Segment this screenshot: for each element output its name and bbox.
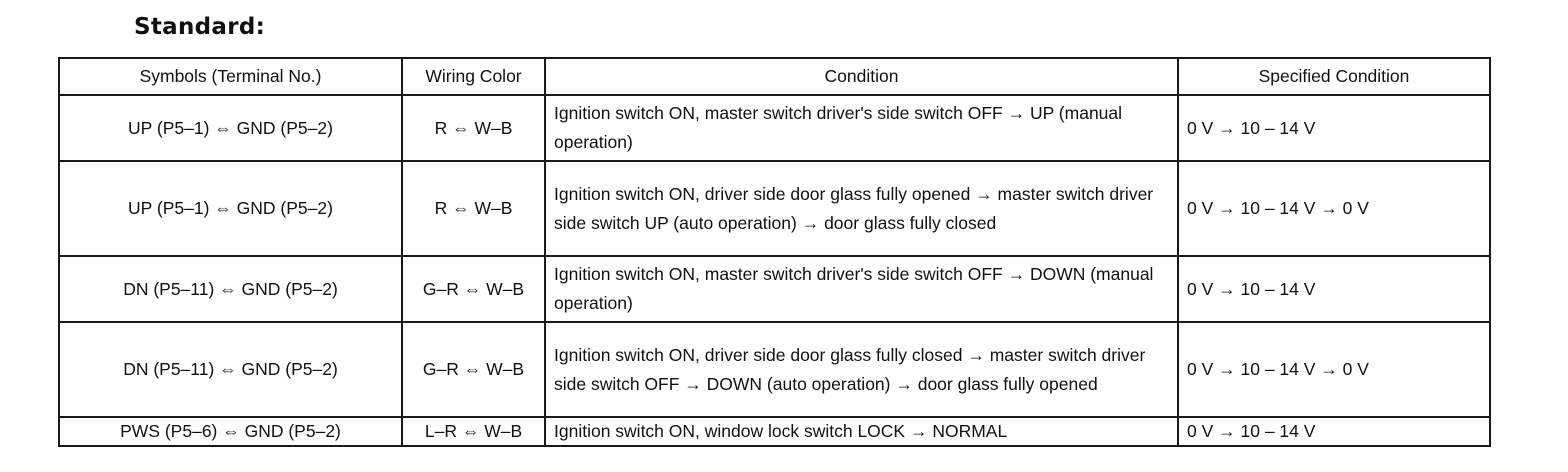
cell-symbols: UP (P5–1) ⇔ GND (P5–2) xyxy=(59,95,402,161)
cell-condition: Ignition switch ON, driver side door glass fully opened → master switch driver side switch UP (auto operation) → door glass fully closed xyxy=(545,161,1178,256)
table-header-row xyxy=(59,58,1490,95)
cell-specified-condition: 0 V → 10 – 14 V → 0 V xyxy=(1178,322,1490,417)
table-row xyxy=(59,161,1490,256)
table-row xyxy=(59,95,1490,161)
cell-wiring-color: L–R ⇔ W–B xyxy=(402,417,545,446)
cell-specified-condition: 0 V → 10 – 14 V xyxy=(1178,95,1490,161)
section-heading: Standard: xyxy=(134,14,266,40)
cell-symbols: DN (P5–11) ⇔ GND (P5–2) xyxy=(59,322,402,417)
cell-specified-condition: 0 V → 10 – 14 V xyxy=(1178,417,1490,446)
header-symbols: Symbols (Terminal No.) xyxy=(59,58,402,95)
cell-wiring-color: G–R ⇔ W–B xyxy=(402,256,545,322)
table-row xyxy=(59,322,1490,417)
cell-symbols: PWS (P5–6) ⇔ GND (P5–2) xyxy=(59,417,402,446)
cell-wiring-color: R ⇔ W–B xyxy=(402,161,545,256)
table-row xyxy=(59,417,1490,446)
cell-condition: Ignition switch ON, driver side door glass fully closed → master switch driver side switch OFF → DOWN (auto operation) → door glass fully opened xyxy=(545,322,1178,417)
cell-wiring-color: R ⇔ W–B xyxy=(402,95,545,161)
cell-condition: Ignition switch ON, window lock switch LOCK → NORMAL xyxy=(545,417,1178,446)
cell-specified-condition: 0 V → 10 – 14 V → 0 V xyxy=(1178,161,1490,256)
cell-condition: Ignition switch ON, master switch driver's side switch OFF → UP (manual operation) xyxy=(545,95,1178,161)
header-specified-condition: Specified Condition xyxy=(1178,58,1490,95)
cell-symbols: DN (P5–11) ⇔ GND (P5–2) xyxy=(59,256,402,322)
header-condition: Condition xyxy=(545,58,1178,95)
cell-symbols: UP (P5–1) ⇔ GND (P5–2) xyxy=(59,161,402,256)
table-row xyxy=(59,256,1490,322)
standard-spec-table xyxy=(58,57,1491,447)
cell-specified-condition: 0 V → 10 – 14 V xyxy=(1178,256,1490,322)
cell-wiring-color: G–R ⇔ W–B xyxy=(402,322,545,417)
header-wiring-color: Wiring Color xyxy=(402,58,545,95)
cell-condition: Ignition switch ON, master switch driver's side switch OFF → DOWN (manual operation) xyxy=(545,256,1178,322)
